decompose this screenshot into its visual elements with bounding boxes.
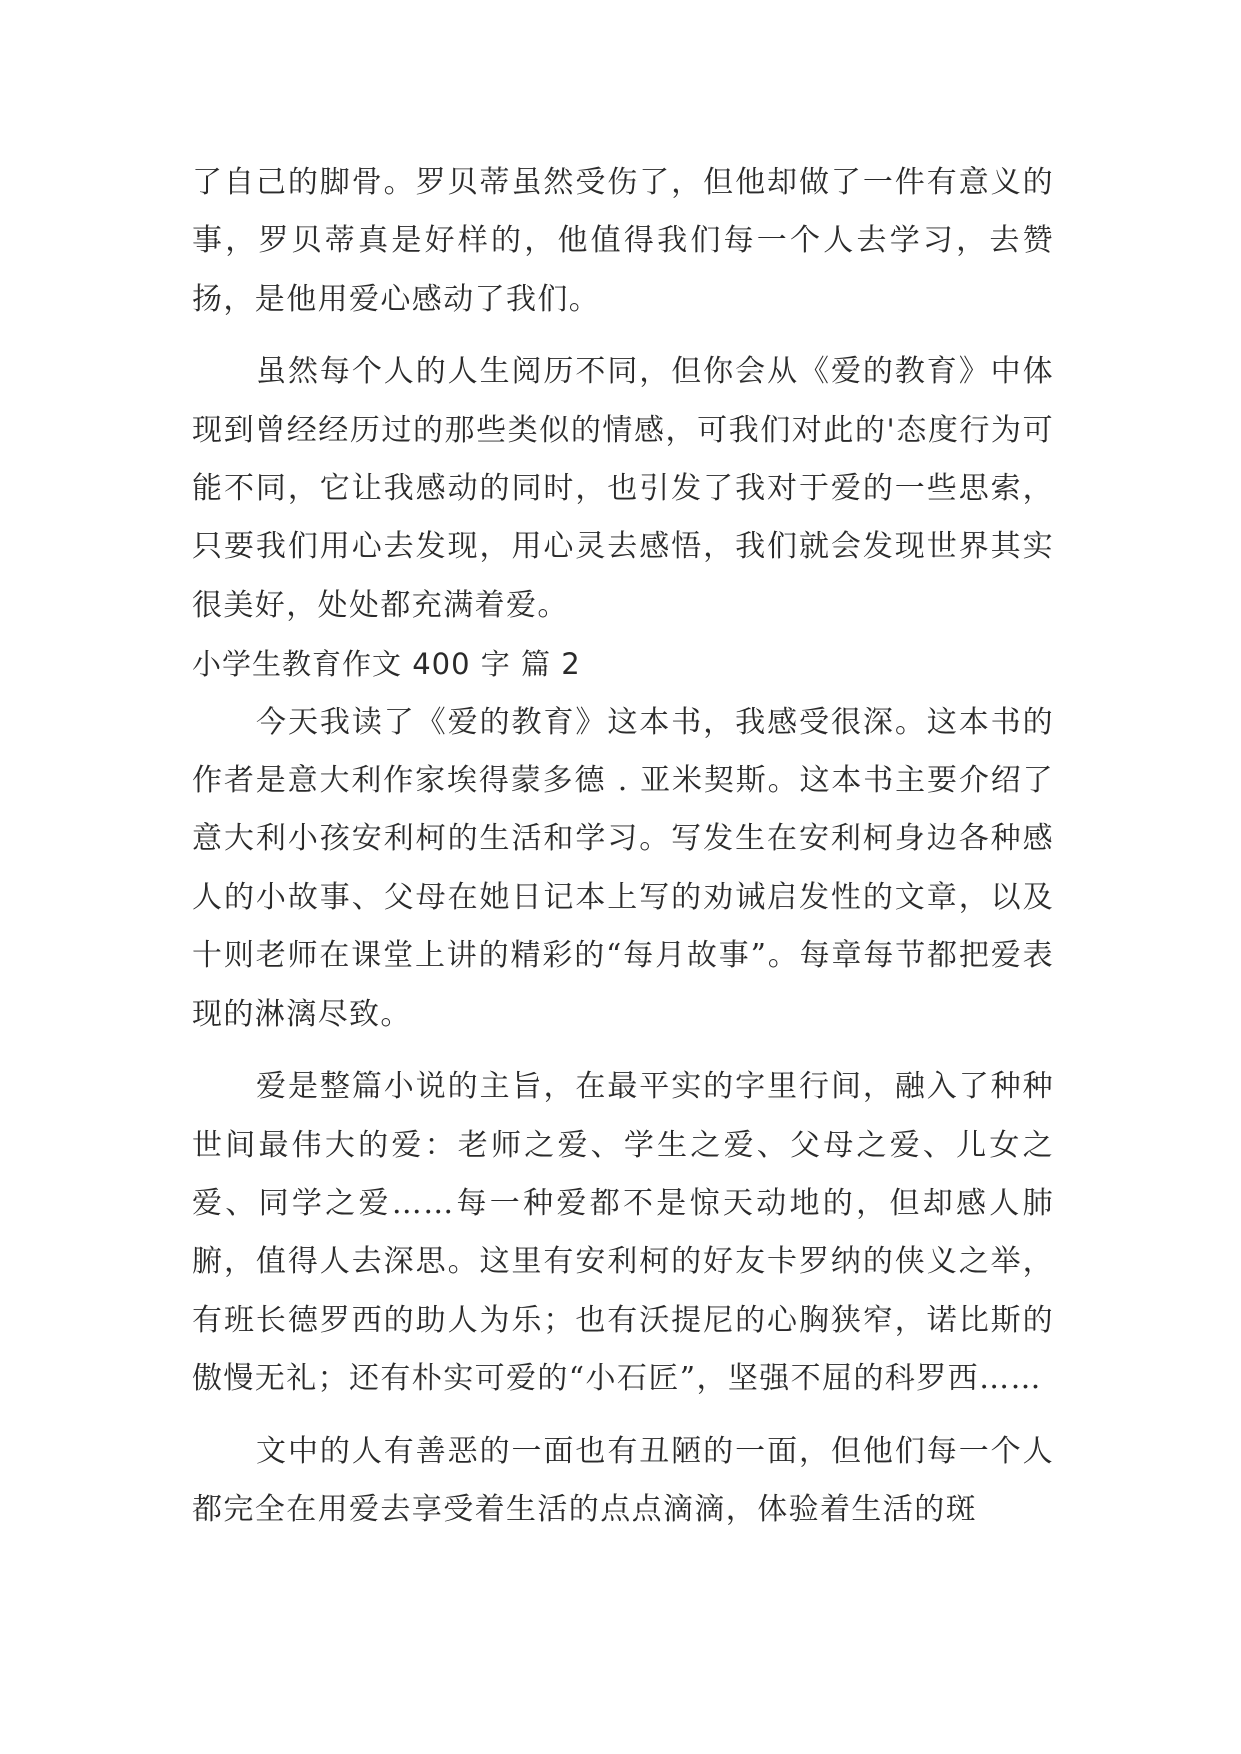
paragraph-continued: 了自己的脚骨。罗贝蒂虽然受伤了，但他却做了一件有意义的事，罗贝蒂真是好样的，他值得我们每一个人去学习，去赞扬，是他用爱心感动了我们。 xyxy=(192,165,1054,317)
paragraph-reflection: 虽然每个人的人生阅历不同，但你会从《爱的教育》中体现到曾经经历过的那些类似的情感，可我们对此的'态度行为可能不同，它让我感动的同时，也引发了我对于爱的一些思索，只要我们用心去发现，用心灵去感悟，我们就会发现世界其实很美好，处处都充满着爱。 xyxy=(192,354,1054,623)
text-column xyxy=(192,154,1054,1539)
paragraph-intro: 今天我读了《爱的教育》这本书，我感受很深。这本书的作者是意大利作家埃得蒙多德 . 亚米契斯。这本书主要介绍了意大利小孩安利柯的生活和学习。写发生在安利柯身边各种感人的小故事、父母在她日记本上写的劝诫启发性的文章，以及十则老师在课堂上讲的精彩的“每月故事”。每章每节都把爱表现的淋漓尽致。 xyxy=(192,704,1054,1032)
paragraph-characters: 文中的人有善恶的一面也有丑陋的一面，但他们每一个人都完全在用爱去享受着生活的点点滴滴，体验着生活的斑 xyxy=(192,1433,1054,1527)
section-heading: 小学生教育作文 400 字 篇 2 xyxy=(192,647,581,682)
paragraph-theme: 爱是整篇小说的主旨，在最平实的字里行间，融入了种种世间最伟大的爱：老师之爱、学生之爱、父母之爱、儿女之爱、同学之爱……每一种爱都不是惊天动地的，但却感人肺腑，值得人去深思。这里有安利柯的好友卡罗纳的侠义之举，有班长德罗西的助人为乐；也有沃提尼的心胸狭窄，诺比斯的傲慢无礼；还有朴实可爱的“小石匠”，坚强不屈的科罗西…… xyxy=(192,1069,1054,1397)
